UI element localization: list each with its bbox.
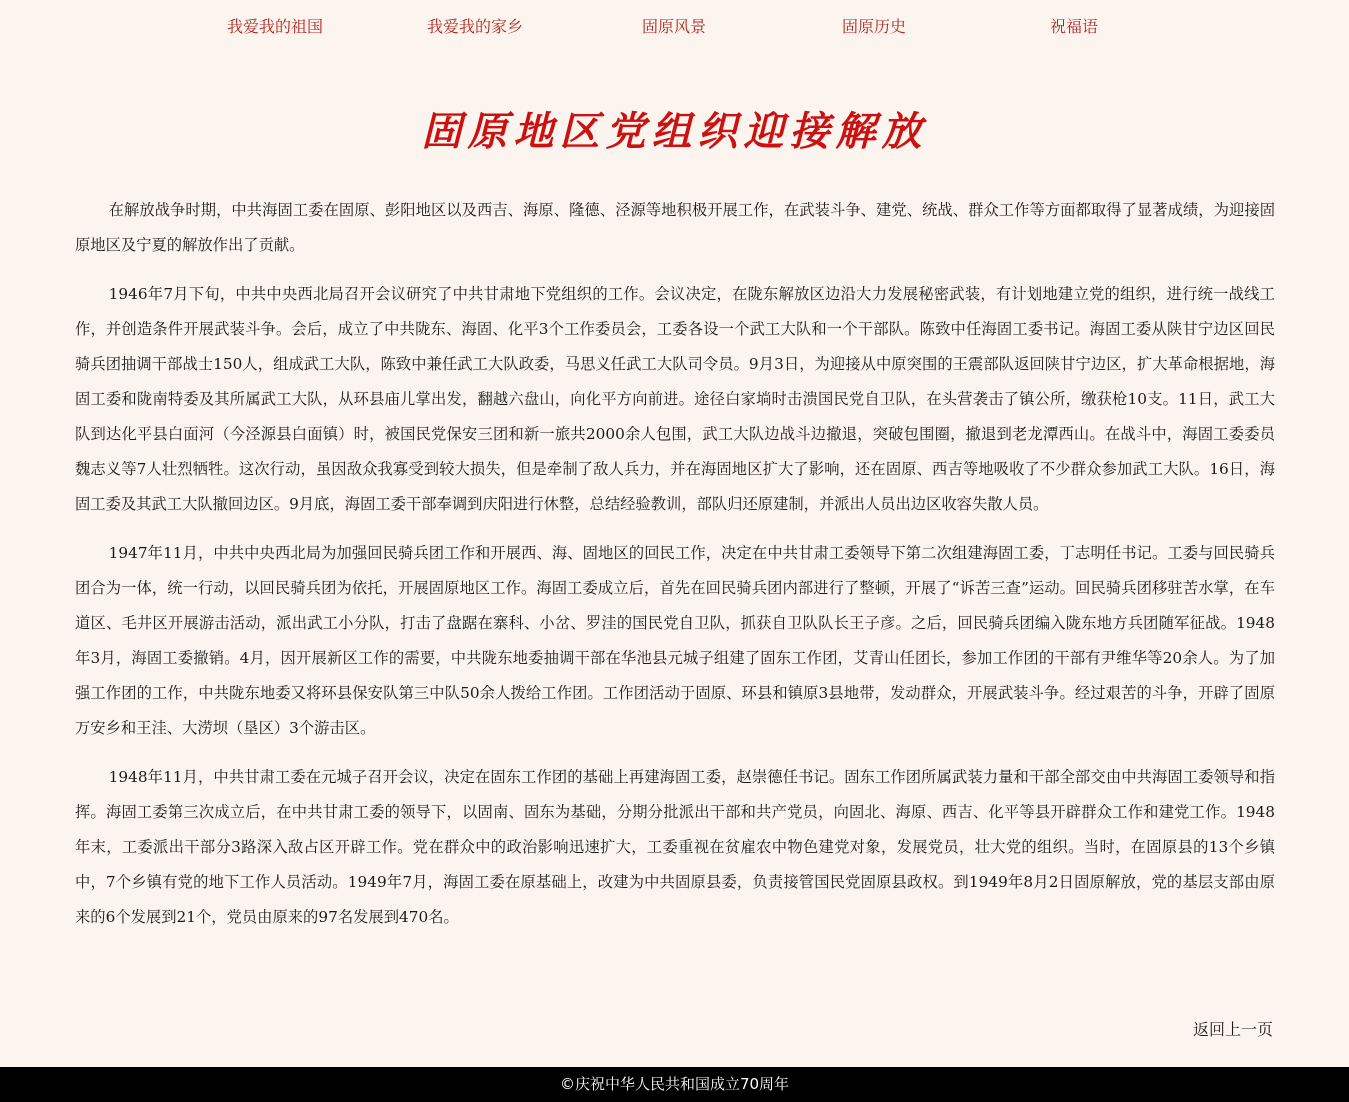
article-paragraph: 1946年7月下旬，中共中央西北局召开会议研究了中共甘肃地下党组织的工作。会议决定，在陇东解放区边沿大力发展秘密武装，有计划地建立党的组织，进行统一战线工作，并创造条件开展武装斗争。会后，成立了中共陇东、海固、化平3个工作委员会，工委各设一个武工大队和一个干部队。陈致中任海固工委书记。海固工委从陕甘宁边区回民骑兵团抽调干部战士150人，组成武工大队，陈致中兼任武工大队政委，马思义任武工大队司令员。9月3日，为迎接从中原突围的王震部队返回陕甘宁边区，扩大革命根据地，海固工委和陇南特委及其所属武工大队，从环县庙儿掌出发，翻越六盘山，向化平方向前进。途径白家埫时击溃国民党自卫队，在头营袭击了镇公所，缴获枪10支。11日，武工大队到达化平县白面河（今泾源县白面镇）时，被国民党保安三团和新一旅共2000余人包围，武工大队边战斗边撤退，突破包围圈，撤退到老龙潭西山。在战斗中，海固工委委员魏志义等7人壮烈牺牲。这次行动，虽因敌众我寡受到较大损失，但是牵制了敌人兵力，并在海固地区扩大了影响，还在固原、西吉等地吸收了不少群众参加武工大队。16日，海固工委及其武工大队撤回边区。9月底，海固工委干部奉调到庆阳进行休整，总结经验教训，部队归还原建制，并派出人员出边区收容失散人员。 bbox=[75, 285, 1275, 513]
page-title: 固原地区党组织迎接解放 bbox=[421, 108, 928, 155]
article-paragraph: 1948年11月，中共甘肃工委在元城子召开会议，决定在固东工作团的基础上再建海固工委，赵崇德任书记。固东工作团所属武装力量和干部全部交由中共海固工委领导和指挥。海固工委第三次成立后，在中共甘肃工委的领导下，以固南、固东为基础，分期分批派出干部和共产党员，向固北、海原、西吉、化平等县开辟群众工作和建党工作。1948年末，工委派出干部分3路深入敌占区开辟工作。党在群众中的政治影响迅速扩大，工委重视在贫雇农中物色建党对象，发展党员，壮大党的组织。当时，在固原县的13个乡镇中，7个乡镇有党的地下工作人员活动。1949年7月，海固工委在原基础上，改建为中共固原县委，负责接管国民党固原县政权。到1949年8月2日固原解放，党的基层支部由原来的6个发展到21个，党员由原来的97名发展到470名。 bbox=[75, 768, 1275, 926]
nav-link-motherland[interactable]: 我爱我的祖国 bbox=[227, 17, 324, 36]
nav-link-blessings[interactable]: 祝福语 bbox=[1050, 17, 1099, 36]
footer bbox=[0, 1067, 1349, 1102]
footer-text: ©庆祝中华人民共和国成立70周年 bbox=[559, 1075, 790, 1093]
nav-link-hometown[interactable]: 我爱我的家乡 bbox=[427, 17, 524, 36]
back-link[interactable]: 返回上一页 bbox=[1192, 1020, 1273, 1039]
article-paragraph: 1947年11月，中共中央西北局为加强回民骑兵团工作和开展西、海、固地区的回民工作，决定在中共甘肃工委领导下第二次组建海固工委，丁志明任书记。工委与回民骑兵团合为一体，统一行动，以回民骑兵团为依托，开展固原地区工作。海固工委成立后，首先在回民骑兵团内部进行了整顿，开展了“诉苦三查”运动。回民骑兵团移驻苦水掌，在车道区、毛井区开展游击活动，派出武工小分队，打击了盘踞在寨科、小岔、罗洼的国民党自卫队，抓获自卫队队长王子彦。之后，回民骑兵团编入陇东地方兵团随军征战。1948年3月，海固工委撤销。4月，因开展新区工作的需要，中共陇东地委抽调干部在华池县元城子组建了固东工作团，艾青山任团长，参加工作团的干部有尹维华等20余人。为了加强工作团的工作，中共陇东地委又将环县保安队第三中队50余人拨给工作团。工作团活动于固原、环县和镇原3县地带，发动群众，开展武装斗争。经过艰苦的斗争，开辟了固原万安乡和王洼、大涝坝（垦区）3个游击区。 bbox=[75, 544, 1275, 737]
top-nav bbox=[0, 0, 1349, 50]
nav-link-guyuan-history[interactable]: 固原历史 bbox=[842, 17, 907, 36]
article-body bbox=[75, 193, 1275, 949]
nav-link-guyuan-scenery[interactable]: 固原风景 bbox=[642, 17, 707, 36]
article-paragraph: 在解放战争时期，中共海固工委在固原、彭阳地区以及西吉、海原、隆德、泾源等地积极开展工作，在武装斗争、建党、统战、群众工作等方面都取得了显著成绩，为迎接固原地区及宁夏的解放作出了贡献。 bbox=[75, 201, 1275, 254]
